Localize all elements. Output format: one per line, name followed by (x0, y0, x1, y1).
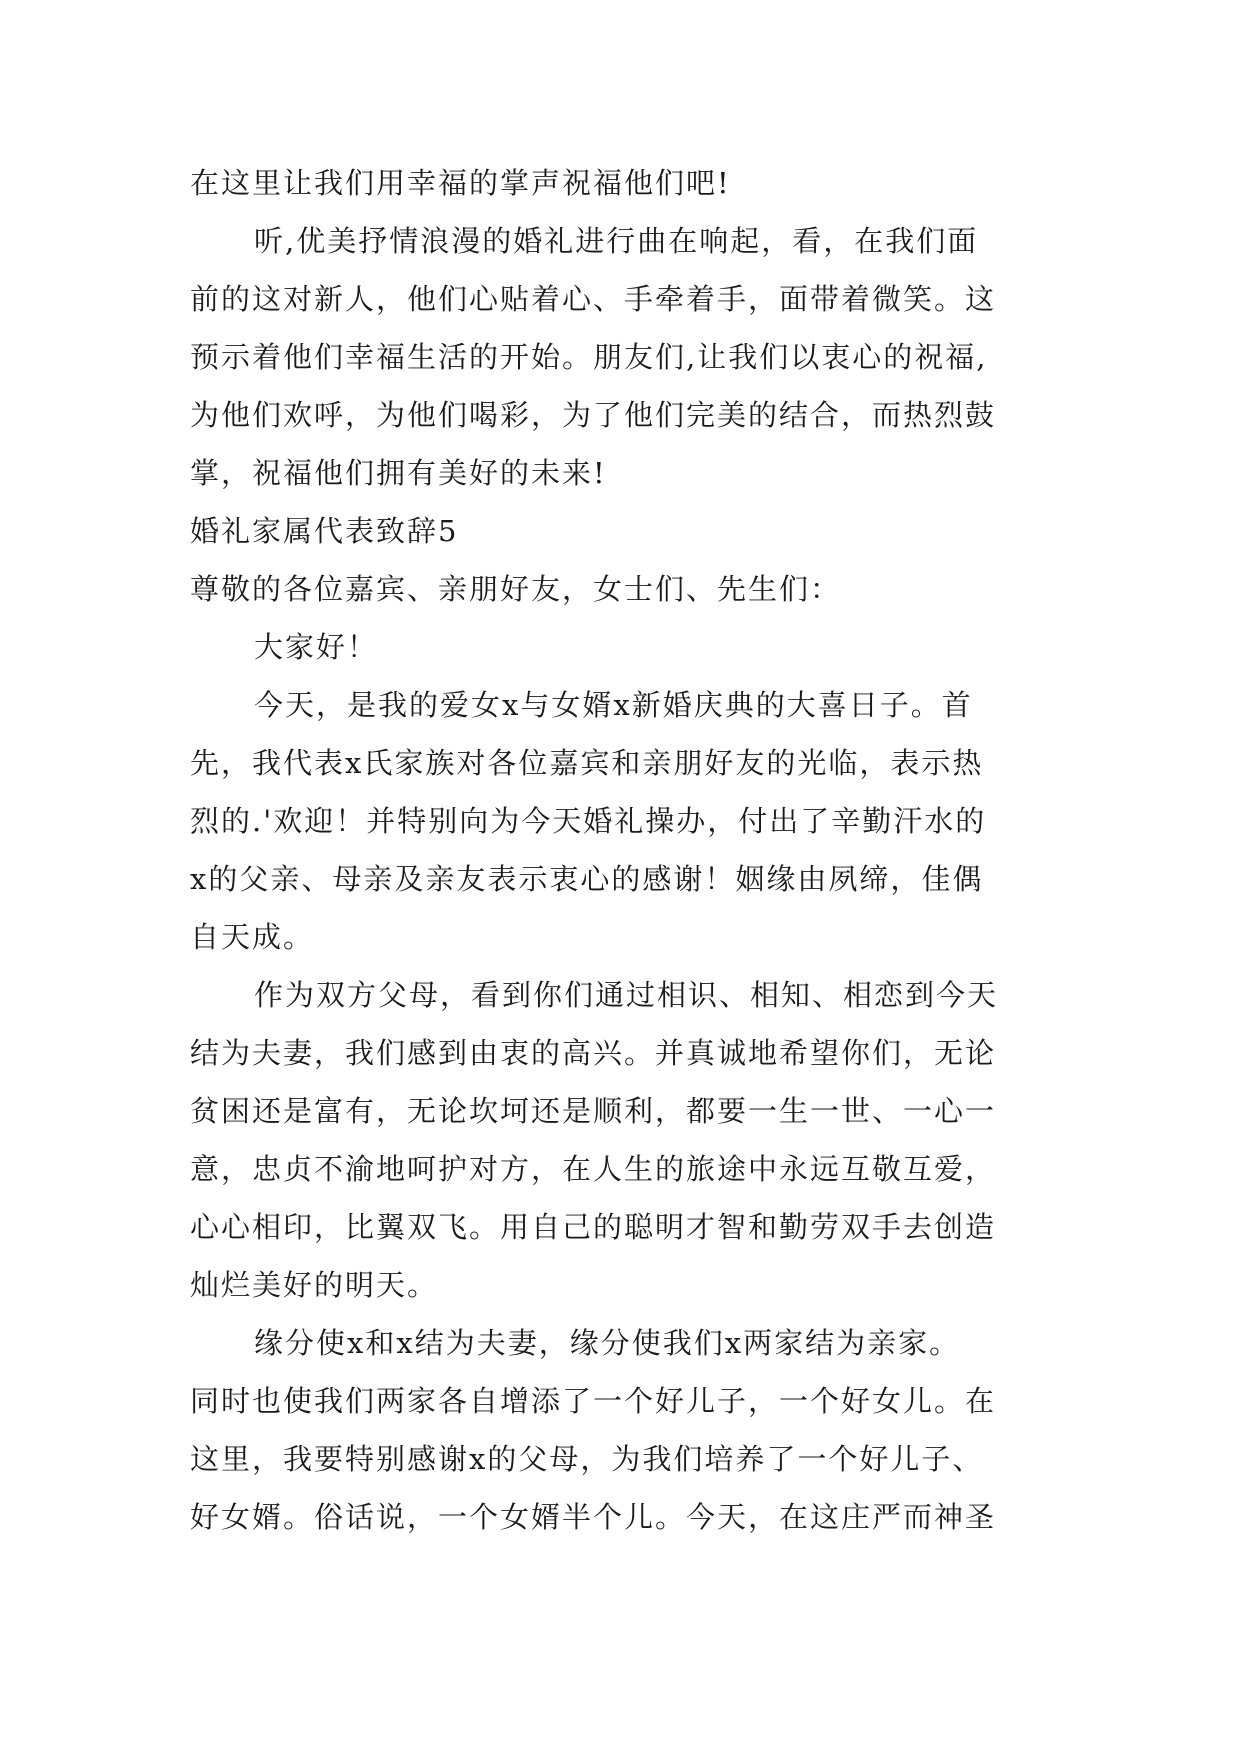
salutation: 尊敬的各位嘉宾、亲朋好友，女士们、先生们： (190, 572, 842, 606)
text-line: 听,优美抒情浪漫的婚礼进行曲在响起，看，在我们面 (254, 224, 979, 258)
text-line: 结为夫妻，我们感到由衷的高兴。并真诚地希望你们，无论 (190, 1036, 997, 1070)
text-line: 这里，我要特别感谢x的父母，为我们培养了一个好儿子、 (190, 1442, 984, 1476)
greeting: 大家好！ (254, 630, 379, 664)
text-line: 作为双方父母，看到你们通过相识、相知、相恋到今天 (254, 978, 999, 1012)
text-line: 同时也使我们两家各自增添了一个好儿子，一个好女儿。在 (190, 1384, 997, 1418)
text-line: 为他们欢呼，为他们喝彩，为了他们完美的结合，而热烈鼓 (190, 398, 997, 432)
text-line: 先，我代表x氏家族对各位嘉宾和亲朋好友的光临，表示热 (190, 746, 984, 780)
text-line: 在这里让我们用幸福的掌声祝福他们吧! (190, 166, 731, 200)
document-body (190, 154, 1060, 1546)
text-line: 心心相印，比翼双飞。用自己的聪明才智和勤劳双手去创造 (190, 1210, 997, 1244)
text-line: 好女婿。俗话说，一个女婿半个儿。今天，在这庄严而神圣 (190, 1500, 997, 1534)
text-line: 缘分使x和x结为夫妻，缘分使我们x两家结为亲家。 (254, 1326, 961, 1360)
section-heading: 婚礼家属代表致辞5 (190, 514, 459, 548)
text-line: 今天，是我的爱女x与女婿x新婚庆典的大喜日子。首 (254, 688, 973, 722)
text-line: 前的这对新人，他们心贴着心、手牵着手，面带着微笑。这 (190, 282, 997, 316)
text-line: 意，忠贞不渝地呵护对方，在人生的旅途中永远互敬互爱， (190, 1152, 997, 1186)
text-line: 自天成。 (190, 920, 315, 954)
text-line: 灿烂美好的明天。 (190, 1268, 439, 1302)
text-line: x的父亲、母亲及亲友表示衷心的感谢！姻缘由夙缔，佳偶 (190, 862, 984, 896)
text-line: 预示着他们幸福生活的开始。朋友们,让我们以衷心的祝福, (190, 340, 988, 374)
text-line: 掌，祝福他们拥有美好的未来! (190, 456, 607, 490)
text-line: 烈的.'欢迎！并特别向为今天婚礼操办，付出了辛勤汗水的 (190, 804, 987, 838)
text-line: 贫困还是富有，无论坎坷还是顺利，都要一生一世、一心一 (190, 1094, 997, 1128)
